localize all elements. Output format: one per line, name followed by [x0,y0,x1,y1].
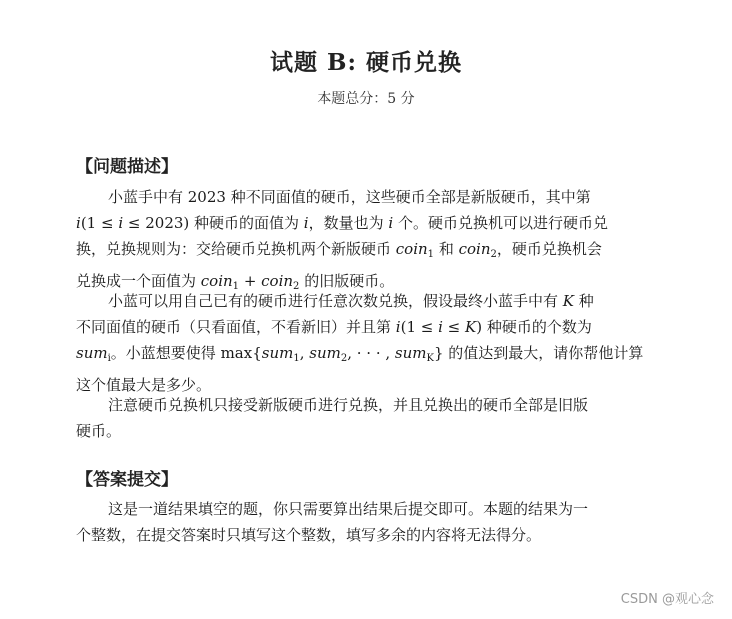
text-line: 换，兑换规则为：交给硬币兑换机两个新版硬币 coin$_1$ 和 coin$_2$，硬币兑换机会 [76,240,602,260]
problem-title: 试题 B: 硬币兑换 [270,49,462,76]
text-line: 兑换成一个面值为 coin$_1$ + coin$_2$ 的旧版硬币。 [76,272,395,292]
description-paragraph-3 [76,392,632,444]
section-heading-answer: 【答案提交】 [76,470,178,490]
text-line: 小蓝手中有 2023 种不同面值的硬币，这些硬币全部是新版硬币，其中第 [108,188,591,206]
text-line: 硬币。 [76,422,122,440]
text-line: 注意硬币兑换机只接受新版硬币进行兑换，并且兑换出的硬币全部是旧版 [108,396,589,414]
text-line: i(1 ≤ i ≤ 2023) 种硬币的面值为 i，数量也为 i 个。硬币兑换机可以进行硬币兑 [76,214,608,232]
text-line: 不同面值的硬币（只看面值，不看新旧）并且第 i(1 ≤ i ≤ K) 种硬币的个数为 [76,318,592,336]
text-line: 这个值最大是多少。 [76,376,212,394]
text-line: sum$_i$。小蓝想要使得 max{sum$_1$, sum$_2$, · · · , sum$_K$} 的值达到最大，请你帮他计算 [76,344,644,364]
description-paragraph-2 [76,288,644,398]
section-heading-description: 【问题描述】 [76,157,178,177]
text-line: 个整数，在提交答案时只填写这个整数，填写多余的内容将无法得分。 [76,526,542,544]
text-line: 小蓝可以用自己已有的硬币进行任意次数兑换，假设最终小蓝手中有 K 种 [108,292,594,310]
csdn-watermark: CSDN @观心念 [620,592,714,607]
text-line: 这是一道结果填空的题，你只需要算出结果后提交即可。本题的结果为一 [108,500,589,518]
answer-paragraph [76,496,632,548]
total-score: 本题总分：5 分 [317,91,415,107]
description-paragraph-1 [76,184,632,300]
